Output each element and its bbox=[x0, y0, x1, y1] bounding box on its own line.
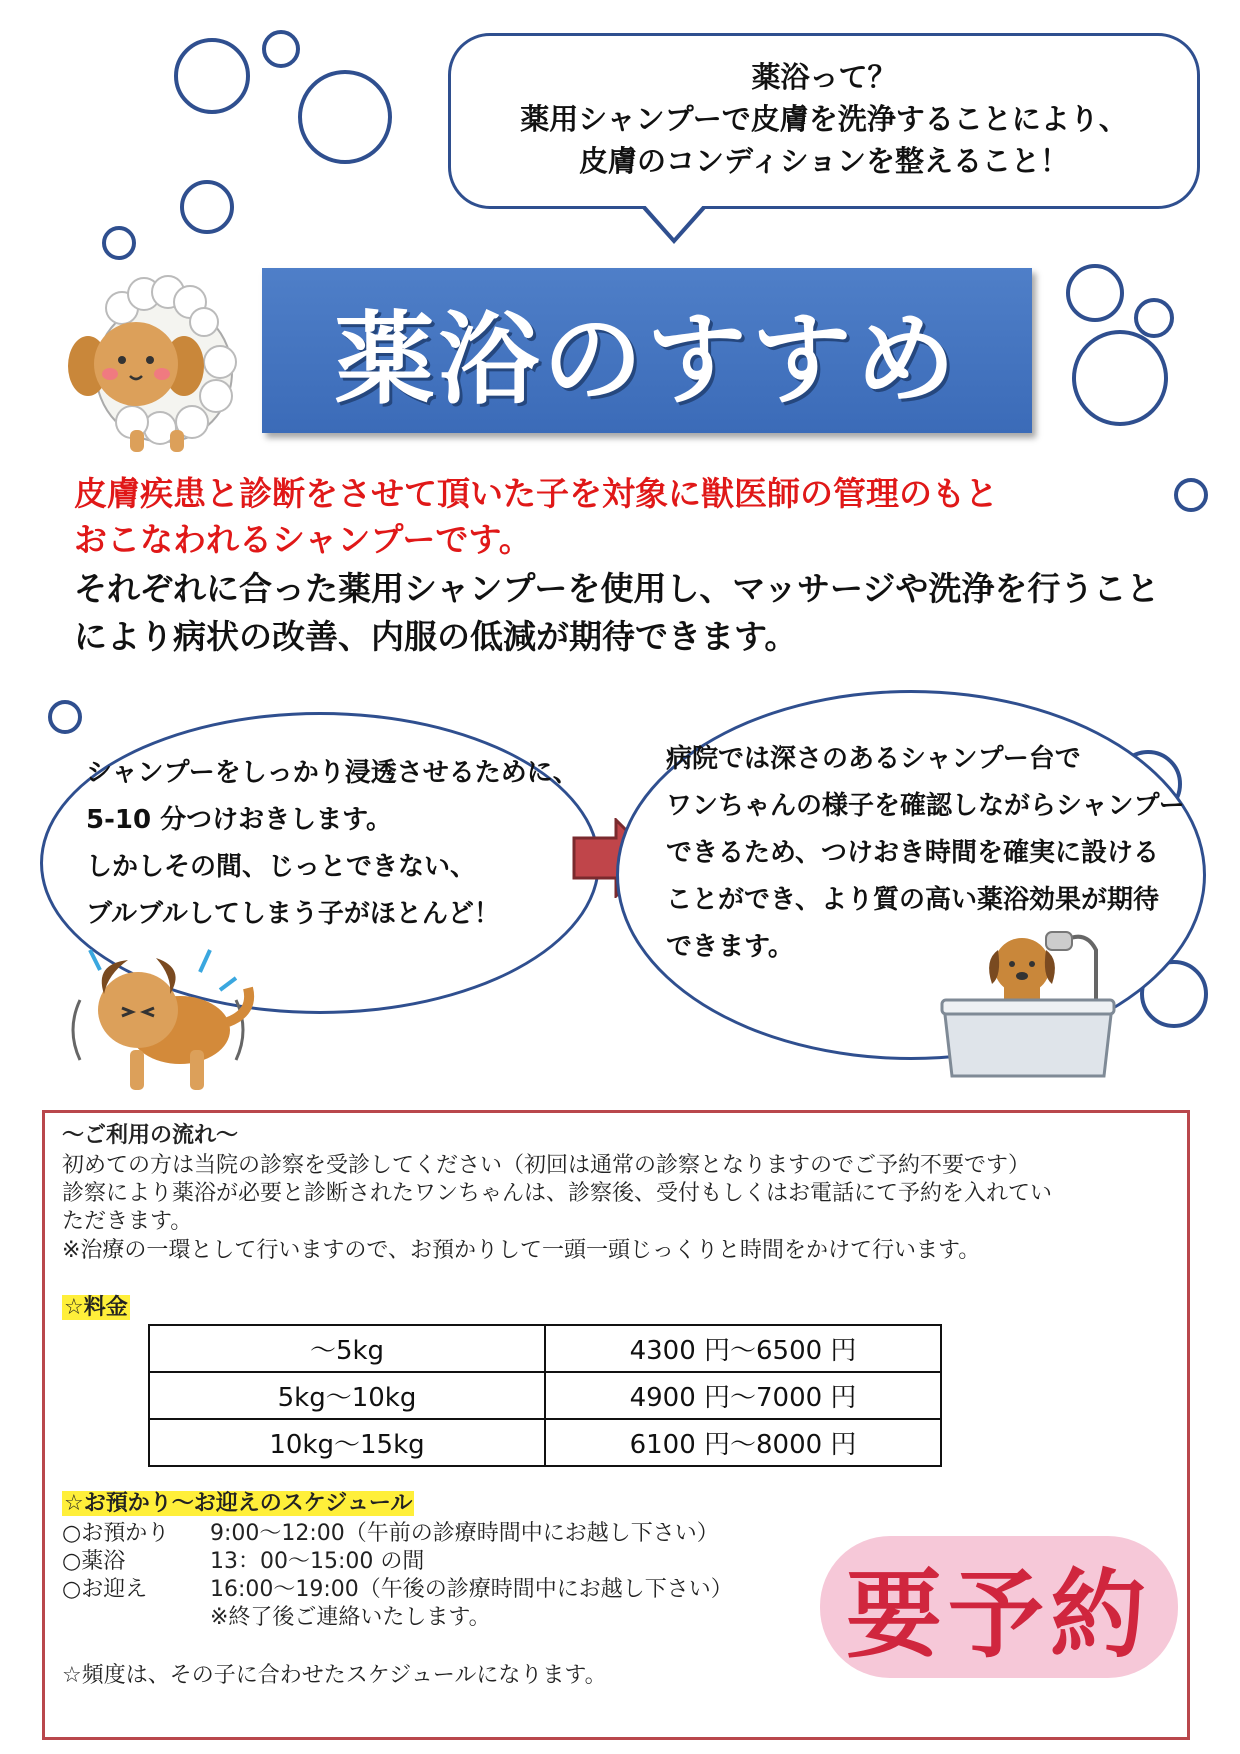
bubble-decoration bbox=[174, 38, 250, 114]
schedule-label: ○薬浴 bbox=[62, 1549, 126, 1574]
flow-line-4: ※治療の一環として行いますので、お預かりして一頭一頭じっくりと時間をかけて行います。 bbox=[62, 1238, 981, 1263]
speech-tail-inner bbox=[643, 203, 705, 238]
flow-line-2: 診察により薬浴が必要と診断されたワンちゃんは、診察後、受付もしくはお電話にて予約を入れてい bbox=[62, 1181, 1053, 1206]
reservation-badge bbox=[820, 1536, 1178, 1678]
price-fee: 4900 円～7000 円 bbox=[545, 1372, 941, 1419]
bubble-decoration bbox=[48, 700, 82, 734]
bubble-decoration bbox=[180, 180, 234, 234]
left-bubble-line: シャンプーをしっかり浸透させるために、 bbox=[86, 758, 579, 788]
schedule-heading-wrap bbox=[62, 1490, 414, 1518]
reservation-badge-text: 要予約 bbox=[846, 1558, 1152, 1671]
bubble-decoration bbox=[1174, 478, 1208, 512]
table-row bbox=[149, 1325, 941, 1372]
schedule-time: 9:00～12:00（午前の診療時間中にお越し下さい） bbox=[210, 1521, 719, 1546]
right-bubble-line: 病院では深さのあるシャンプー台で bbox=[666, 744, 1081, 774]
schedule-time: 13：00～15:00 の間 bbox=[210, 1549, 425, 1574]
speech-line-1: 薬浴って？ bbox=[751, 60, 897, 94]
right-bubble-line: ワンちゃんの様子を確認しながらシャンプー bbox=[666, 791, 1185, 821]
schedule-label: ○お迎え bbox=[62, 1577, 148, 1602]
left-bubble-line: しかしその間、じっとできない、 bbox=[86, 852, 477, 882]
price-fee: 6100 円～8000 円 bbox=[545, 1419, 941, 1466]
bubble-decoration bbox=[1072, 330, 1168, 426]
schedule-time: 16:00～19:00（午後の診療時間中にお越し下さい） bbox=[210, 1577, 733, 1602]
price-weight: ～5kg bbox=[149, 1325, 545, 1372]
left-bubble-line: ブルブルしてしまう子がほとんど！ bbox=[86, 899, 500, 929]
schedule-heading: ☆お預かり～お迎えのスケジュール bbox=[64, 1491, 413, 1516]
price-fee: 4300 円～6500 円 bbox=[545, 1325, 941, 1372]
flow-line-3: ただきます。 bbox=[62, 1209, 193, 1234]
price-heading-wrap bbox=[62, 1294, 130, 1322]
flow-line-1: 初めての方は当院の診察を受診してください（初回は通常の診察となりますのでご予約不要です） bbox=[62, 1153, 1031, 1178]
right-bubble-line: できます。 bbox=[666, 932, 794, 962]
schedule-label: ○お預かり bbox=[62, 1521, 170, 1546]
shaking-dog-icon bbox=[60, 930, 260, 1100]
flow-heading: ～ご利用の流れ～ bbox=[62, 1123, 239, 1148]
page-title-banner bbox=[262, 268, 1032, 433]
table-row bbox=[149, 1419, 941, 1466]
intro-red-line-2: おこなわれるシャンプーです。 bbox=[74, 520, 532, 559]
dog-in-bathtub-icon bbox=[938, 920, 1118, 1086]
right-bubble-line: ことができ、より質の高い薬浴効果が期待 bbox=[666, 885, 1159, 915]
price-weight: 10kg～15kg bbox=[149, 1419, 545, 1466]
intro-black-line-2: により病状の改善、内服の低減が期待できます。 bbox=[74, 617, 798, 656]
sheep-poodle-icon bbox=[52, 262, 248, 458]
page-title: 薬浴のすすめ bbox=[334, 300, 960, 418]
speech-bubble bbox=[448, 33, 1200, 209]
price-weight: 5kg～10kg bbox=[149, 1372, 545, 1419]
bubble-decoration bbox=[1134, 298, 1174, 338]
right-bubble-line: できるため、つけおき時間を確実に設ける bbox=[666, 838, 1159, 868]
price-heading: ☆料金 bbox=[64, 1295, 128, 1320]
bubble-decoration bbox=[102, 226, 136, 260]
speech-line-2: 薬用シャンプーで皮膚を洗浄することにより、 bbox=[520, 102, 1128, 136]
bubble-decoration bbox=[1066, 264, 1124, 322]
price-table bbox=[148, 1324, 942, 1467]
schedule-frequency: ☆頻度は、その子に合わせたスケジュールになります。 bbox=[62, 1663, 607, 1688]
intro-black-line-1: それぞれに合った薬用シャンプーを使用し、マッサージや洗浄を行うこと bbox=[74, 569, 1160, 608]
intro-red-line-1: 皮膚疾患と診断をさせて頂いた子を対象に獣医師の管理のもと bbox=[74, 474, 998, 513]
left-bubble-line: 5-10 分つけおきします。 bbox=[86, 805, 393, 835]
left-bubble-text bbox=[86, 750, 579, 938]
bubble-decoration bbox=[262, 30, 300, 68]
speech-line-3: 皮膚のコンディションを整えること！ bbox=[578, 144, 1070, 178]
bubble-decoration bbox=[298, 70, 392, 164]
schedule-note: ※終了後ご連絡いたします。 bbox=[210, 1605, 491, 1630]
table-row bbox=[149, 1372, 941, 1419]
